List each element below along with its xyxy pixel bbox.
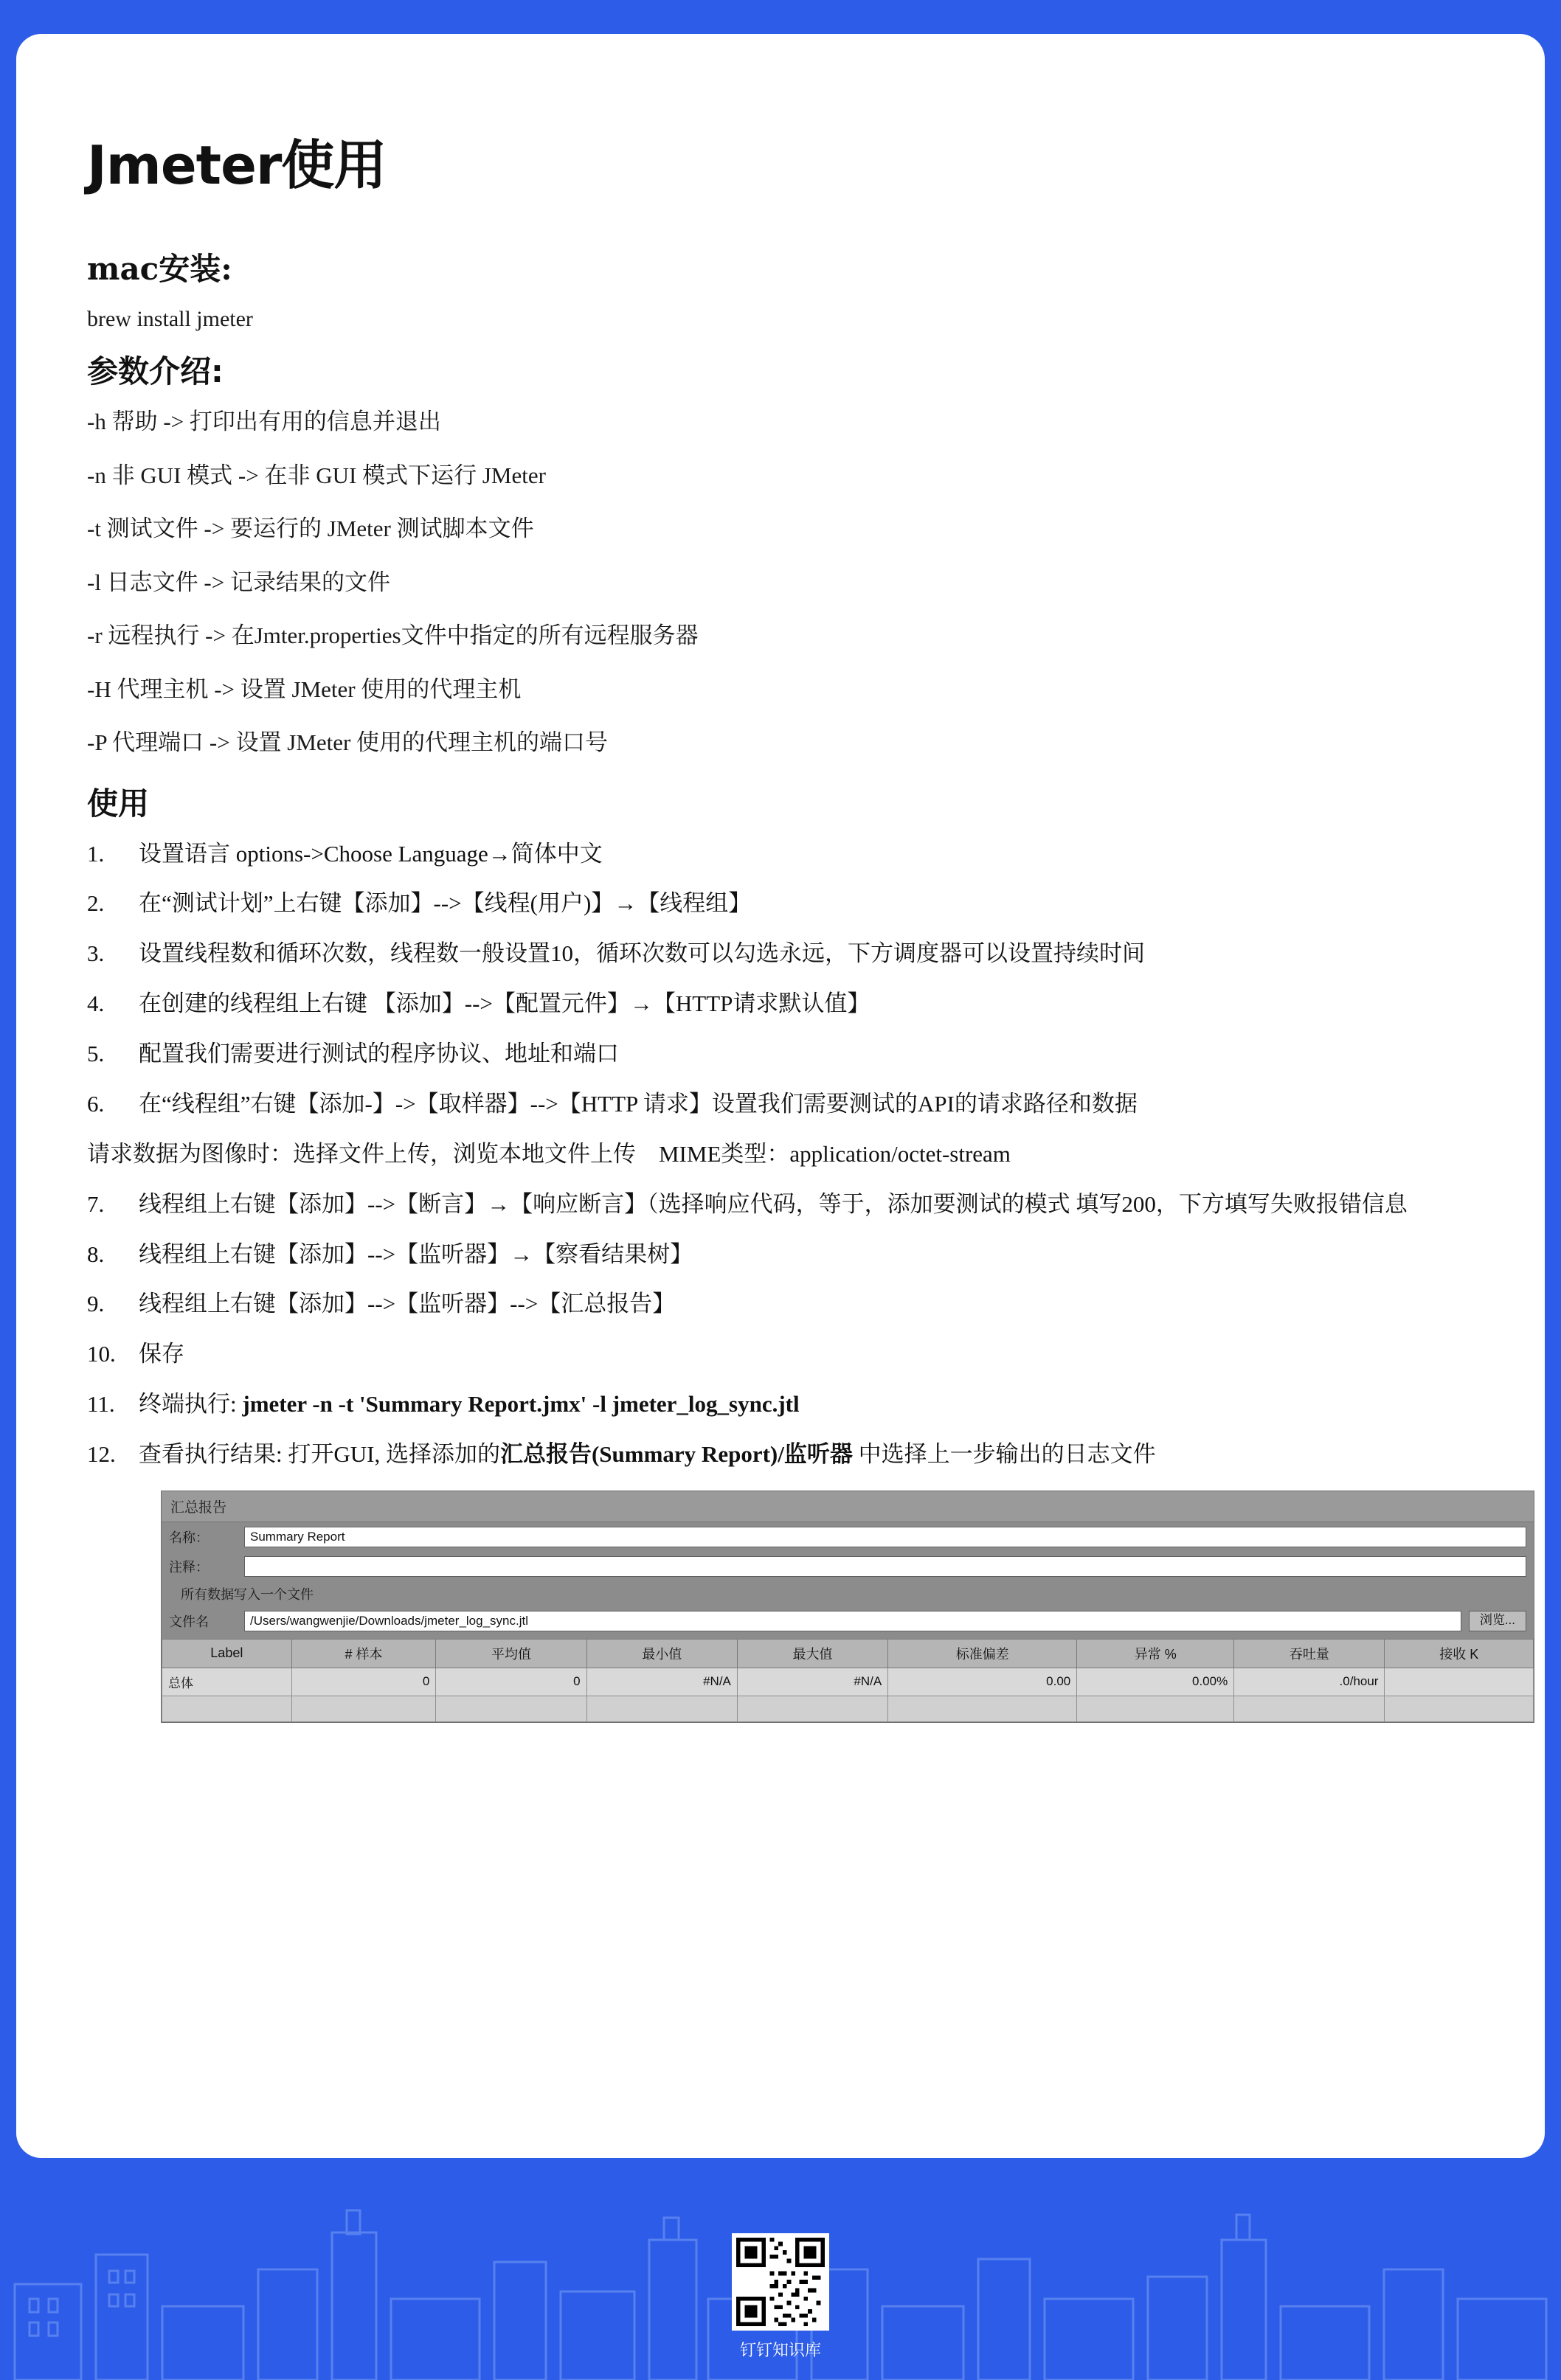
- param-item: -P 代理端口 -> 设置 JMeter 使用的代理主机的端口号: [87, 729, 609, 755]
- footer-label: 钉钉知识库: [739, 2341, 821, 2359]
- usage-steps-continued: [87, 1187, 1474, 1471]
- jmeter-filename-row: [162, 1606, 1534, 1636]
- table-cell: [586, 1696, 737, 1721]
- list-item-number: 10.: [87, 1341, 116, 1367]
- param-item: -t 测试文件 -> 要运行的 JMeter 测试脚本文件: [87, 516, 534, 541]
- table-cell: [1385, 1668, 1534, 1696]
- table-header-row: [162, 1639, 1534, 1668]
- table-header-cell: 平均值: [436, 1639, 586, 1668]
- list-item-number: 6.: [87, 1090, 105, 1117]
- table-cell: 总体: [162, 1668, 292, 1696]
- jmeter-name-row: [162, 1522, 1534, 1552]
- list-item-emphasis: 汇总报告(Summary Report)/监听器: [499, 1441, 853, 1467]
- list-item: [87, 837, 1474, 871]
- table-cell: 0: [436, 1668, 586, 1696]
- list-item-number: 8.: [87, 1241, 105, 1267]
- jmeter-write-all-label: 所有数据写入一个文件: [181, 1586, 314, 1602]
- footer: [0, 2233, 1561, 2361]
- list-item-text: 设置语言 options->Choose Language→简体中文: [139, 840, 603, 867]
- list-item: [87, 1387, 1474, 1421]
- table-cell: [1385, 1696, 1534, 1721]
- jmeter-summary-report-screenshot: [161, 1491, 1534, 1723]
- terminal-command: jmeter -n -t 'Summary Report.jmx' -l jmeter_log_sync.jtl: [242, 1391, 800, 1418]
- list-item-text: 在“线程组”右键【添加-】->【取样器】-->【HTTP 请求】设置我们需要测试的API的请求路径和数据: [139, 1090, 1138, 1117]
- list-item: [87, 1187, 1474, 1221]
- jmeter-comment-row: [162, 1552, 1534, 1581]
- table-cell: [162, 1696, 292, 1721]
- list-item-text: 线程组上右键【添加】-->【监听器】→【察看结果树】: [139, 1241, 693, 1267]
- list-item-text: 配置我们需要进行测试的程序协议、地址和端口: [139, 1041, 619, 1066]
- table-cell: [1077, 1696, 1234, 1721]
- table-header-cell: 最小值: [586, 1639, 737, 1668]
- list-item-number: 11.: [87, 1391, 115, 1418]
- table-cell: #N/A: [737, 1668, 887, 1696]
- list-item-text-tail: 中选择上一步输出的日志文件: [852, 1441, 1156, 1467]
- jmeter-window-title: 汇总报告: [162, 1491, 1534, 1522]
- list-item: [87, 1437, 1474, 1471]
- qr-code: [732, 2233, 829, 2331]
- param-item: -h 帮助 -> 打印出有用的信息并退出: [87, 409, 441, 434]
- table-header-cell: 接收 K: [1385, 1639, 1534, 1668]
- usage-steps: [87, 837, 1474, 1121]
- param-item: -H 代理主机 -> 设置 JMeter 使用的代理主机: [87, 676, 522, 702]
- jmeter-comment-input[interactable]: [244, 1556, 1526, 1577]
- table-header-cell: Label: [162, 1639, 292, 1668]
- table-cell: .0/hour: [1234, 1668, 1385, 1696]
- list-item: [87, 1037, 1474, 1071]
- list-item: [87, 1337, 1474, 1371]
- mime-note: 请求数据为图像时：选择文件上传，浏览本地文件上传 MIME类型：application/octet-stream: [87, 1140, 1011, 1167]
- list-item-text: 保存: [139, 1341, 184, 1367]
- param-item: -l 日志文件 -> 记录结果的文件: [87, 569, 390, 595]
- table-cell: #N/A: [586, 1668, 737, 1696]
- install-heading: mac安装:: [87, 251, 232, 287]
- table-cell: [1234, 1696, 1385, 1721]
- table-cell: [888, 1696, 1077, 1721]
- param-item: -n 非 GUI 模式 -> 在非 GUI 模式下运行 JMeter: [87, 462, 546, 488]
- params-heading: 参数介绍:: [87, 353, 224, 389]
- list-item-number: 12.: [87, 1441, 116, 1467]
- list-item-text: 线程组上右键【添加】-->【断言】→【响应断言】（选择响应代码，等于，添加要测试的模式 填写200，下方填写失败报错信息: [139, 1190, 1408, 1217]
- list-item-number: 9.: [87, 1291, 105, 1317]
- list-item-text: 在创建的线程组上右键 【添加】-->【配置元件】→【HTTP请求默认值】: [139, 990, 871, 1017]
- list-item-text: 查看执行结果: 打开GUI, 选择添加的: [139, 1441, 500, 1467]
- table-cell: 0.00%: [1077, 1668, 1234, 1696]
- jmeter-filename-input[interactable]: /Users/wangwenjie/Downloads/jmeter_log_sync.jtl: [244, 1611, 1461, 1631]
- table-cell: [436, 1696, 586, 1721]
- table-cell: 0: [291, 1668, 436, 1696]
- jmeter-name-label: 名称：: [169, 1530, 209, 1545]
- list-item: [87, 987, 1474, 1021]
- install-command: brew install jmeter: [87, 307, 253, 331]
- table-header-cell: 标准偏差: [888, 1639, 1077, 1668]
- list-item: [87, 887, 1474, 920]
- document-card: [16, 34, 1545, 2158]
- usage-heading: 使用: [87, 785, 150, 822]
- params-list: [87, 405, 1474, 760]
- list-item: [87, 937, 1474, 971]
- table-header-cell: 吞吐量: [1234, 1639, 1385, 1668]
- list-item-text: 设置线程数和循环次数，线程数一般设置10，循环次数可以勾选永远，下方调度器可以设置持续时间: [139, 940, 1145, 967]
- table-header-cell: # 样本: [291, 1639, 436, 1668]
- jmeter-comment-label: 注释：: [169, 1559, 209, 1575]
- list-item-text: 线程组上右键【添加】-->【监听器】-->【汇总报告】: [139, 1291, 676, 1317]
- list-item-number: 1.: [87, 840, 105, 867]
- list-item-number: 4.: [87, 990, 105, 1017]
- table-cell: 0.00: [888, 1668, 1077, 1696]
- table-row: [162, 1668, 1534, 1696]
- list-item-number: 3.: [87, 940, 105, 967]
- table-cell: [291, 1696, 436, 1721]
- table-header-cell: 异常 %: [1077, 1639, 1234, 1668]
- jmeter-results-table: [162, 1639, 1534, 1722]
- jmeter-filename-label: 文件名: [169, 1614, 209, 1629]
- page-title: Jmeter使用: [87, 134, 387, 196]
- list-item-number: 7.: [87, 1190, 105, 1217]
- list-item-text: 终端执行:: [139, 1391, 243, 1418]
- table-cell: [737, 1696, 887, 1721]
- list-item-text: 在“测试计划”上右键【添加】-->【线程(用户)】→【线程组】: [139, 890, 752, 917]
- list-item-number: 5.: [87, 1041, 105, 1066]
- list-item: [87, 1238, 1474, 1271]
- table-row: [162, 1696, 1534, 1721]
- list-item: [87, 1287, 1474, 1321]
- jmeter-name-input[interactable]: Summary Report: [244, 1527, 1526, 1547]
- table-header-cell: 最大值: [737, 1639, 887, 1668]
- list-item-number: 2.: [87, 890, 105, 917]
- jmeter-browse-button[interactable]: 浏览...: [1469, 1611, 1526, 1631]
- param-item: -r 远程执行 -> 在Jmter.properties文件中指定的所有远程服务器: [87, 622, 699, 648]
- list-item: [87, 1087, 1474, 1121]
